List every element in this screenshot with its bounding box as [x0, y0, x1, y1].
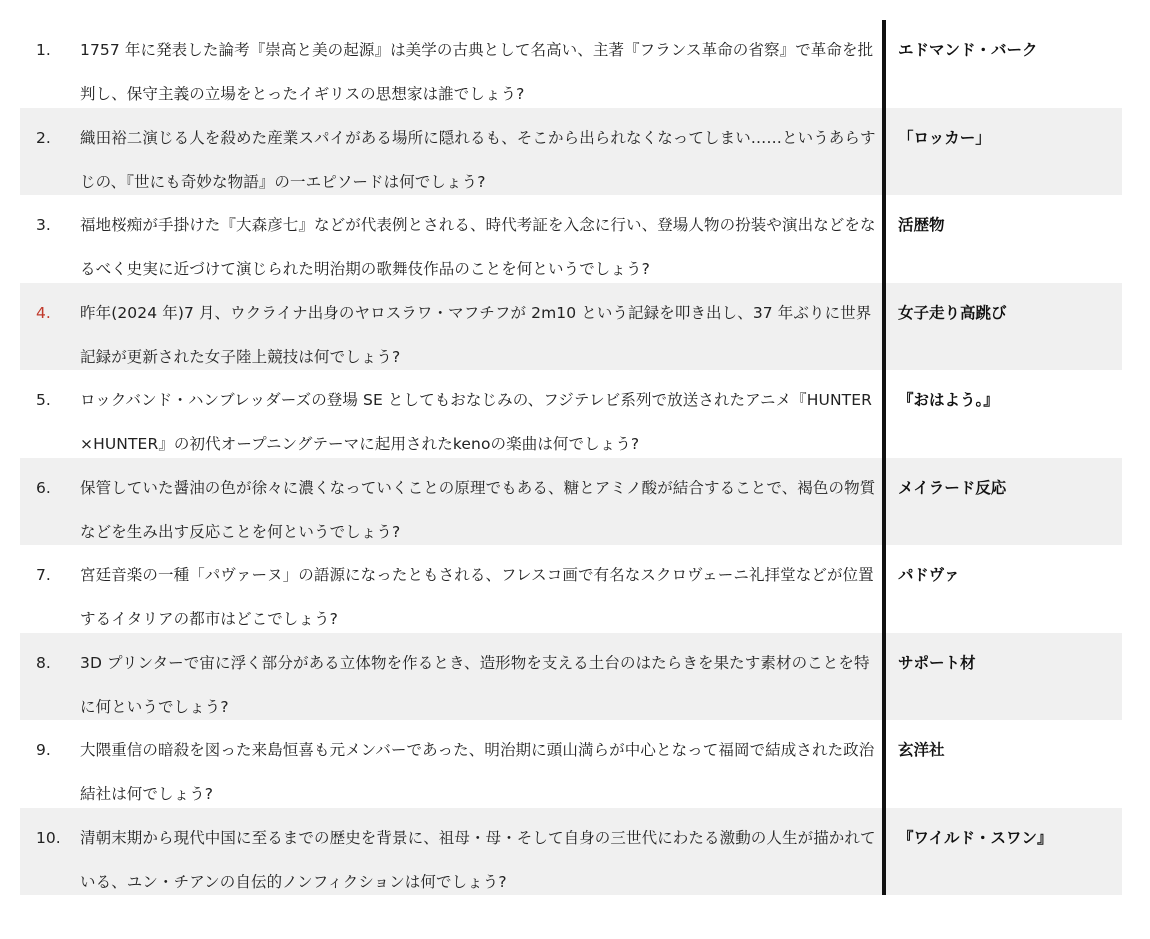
question-text: 織田裕二演じる人を殺めた産業スパイがある場所に隠れるも、そこから出られなくなってしまい……というあらすじの、『世にも奇妙な物語』の一エピソードは何でしょう? — [80, 128, 876, 191]
question-number: 9. — [36, 741, 51, 759]
question-number: 4. — [36, 303, 51, 322]
column-divider — [882, 720, 886, 808]
quiz-row — [20, 808, 1122, 896]
answer-text: パドヴァ — [898, 566, 960, 584]
column-divider — [882, 545, 886, 633]
question-text: 保管していた醤油の色が徐々に濃くなっていくことの原理でもある、糖とアミノ酸が結合することで、褐色の物質などを生み出す反応ことを何というでしょう? — [80, 478, 876, 541]
question-text: 福地桜痴が手掛けた『大森彦七』などが代表例とされる、時代考証を入念に行い、登場人物の扮装や演出などをなるべく史実に近づけて演じられた明治期の歌舞伎作品のことを何というでしょう? — [80, 216, 876, 278]
question-number: 10. — [36, 828, 61, 847]
quiz-row — [20, 720, 1122, 808]
answer-text: 女子走り高跳び — [898, 303, 1007, 322]
answer-text: 「ロッカー」 — [898, 128, 991, 147]
question-number: 3. — [36, 216, 51, 234]
column-divider — [882, 195, 886, 283]
quiz-row — [20, 108, 1122, 196]
question-text: ロックバンド・ハンブレッダーズの登場 SE としてもおなじみの、フジテレビ系列で放送されたアニメ『HUNTER×HUNTER』の初代オープニングテーマに起用されたkenoの楽曲は何でしょう? — [80, 391, 873, 453]
quiz-row — [20, 195, 1122, 283]
quiz-row — [20, 283, 1122, 371]
question-number: 7. — [36, 566, 51, 584]
column-divider — [882, 370, 886, 458]
answer-text: サポート材 — [898, 653, 976, 672]
quiz-row — [20, 20, 1122, 108]
quiz-row — [20, 545, 1122, 633]
column-divider — [882, 108, 886, 196]
quiz-row — [20, 458, 1122, 546]
answer-text: 玄洋社 — [898, 741, 945, 759]
question-text: 1757 年に発表した論考『崇高と美の起源』は美学の古典として名高い、主著『フランス革命の省察』で革命を批判し、保守主義の立場をとったイギリスの思想家は誰でしょう? — [80, 41, 874, 103]
question-number: 2. — [36, 128, 51, 147]
question-number: 5. — [36, 391, 51, 409]
question-number: 8. — [36, 653, 51, 672]
column-divider — [882, 633, 886, 721]
question-number: 1. — [36, 41, 51, 59]
answer-text: エドマンド・バーク — [898, 41, 1038, 59]
quiz-table — [20, 20, 1122, 895]
question-text: 昨年(2024 年)7 月、ウクライナ出身のヤロスラワ・マフチフが 2m10 という記録を叩き出し、37 年ぶりに世界記録が更新された女子陸上競技は何でしょう? — [80, 303, 872, 366]
column-divider — [882, 20, 886, 108]
question-text: 3D プリンターで宙に浮く部分がある立体物を作るとき、造形物を支える土台のはたらきを果たす素材のことを特に何というでしょう? — [80, 653, 870, 716]
column-divider — [882, 283, 886, 371]
question-number: 6. — [36, 478, 51, 497]
answer-text: メイラード反応 — [898, 478, 1007, 497]
column-divider — [882, 808, 886, 896]
quiz-row — [20, 370, 1122, 458]
answer-text: 『ワイルド・スワン』 — [898, 828, 1053, 847]
answer-text: 『おはよう。』 — [898, 391, 999, 409]
answer-text: 活歴物 — [898, 216, 945, 234]
question-text: 宮廷音楽の一種「パヴァーヌ」の語源になったともされる、フレスコ画で有名なスクロヴェーニ礼拝堂などが位置するイタリアの都市はどこでしょう? — [80, 566, 874, 628]
quiz-row — [20, 633, 1122, 721]
column-divider — [882, 458, 886, 546]
question-text: 清朝末期から現代中国に至るまでの歴史を背景に、祖母・母・そして自身の三世代にわたる激動の人生が描かれている、ユン・チアンの自伝的ノンフィクションは何でしょう? — [80, 828, 876, 891]
question-text: 大隈重信の暗殺を図った来島恒喜も元メンバーであった、明治期に頭山満らが中心となって福岡で結成された政治結社は何でしょう? — [80, 741, 875, 803]
